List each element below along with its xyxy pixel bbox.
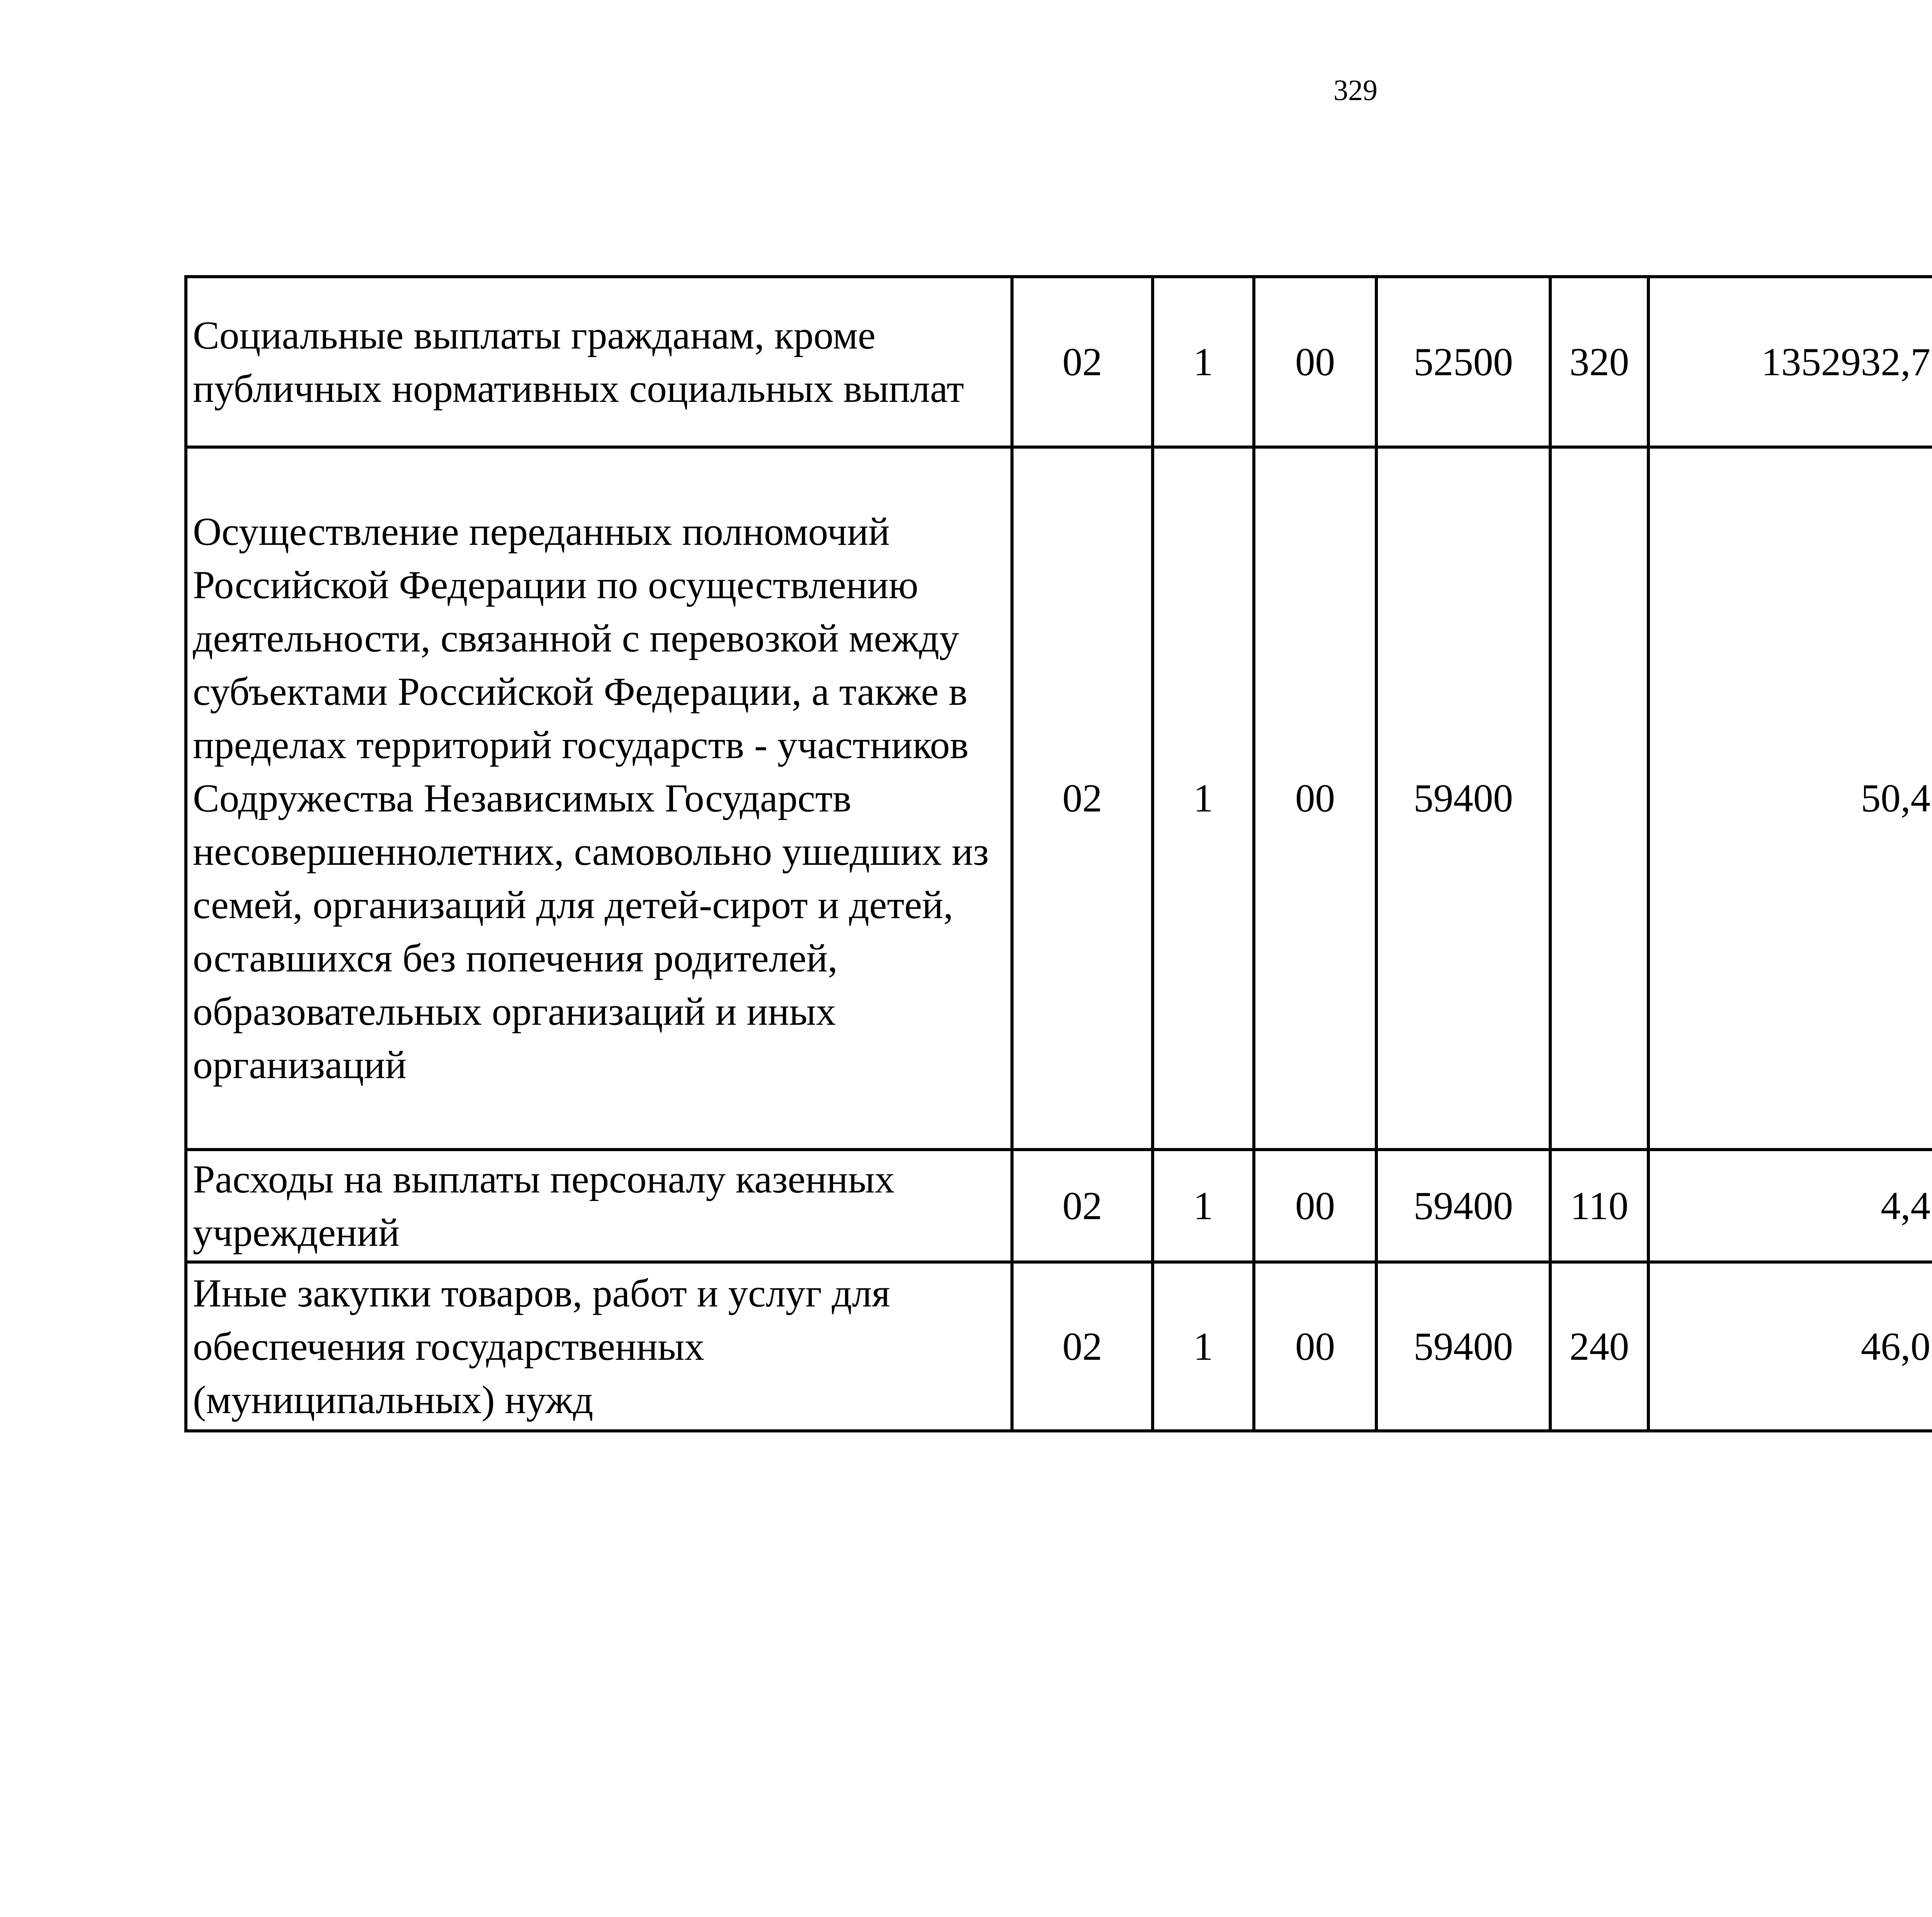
code-part-1-cell: 02 [1012,1262,1153,1431]
amount-1-cell: 1352932,7 [1648,277,1932,447]
table-row [186,277,1932,447]
code-part-3-cell: 00 [1254,447,1376,1150]
budget-table [184,275,1932,1432]
code-part-1-cell: 02 [1012,277,1153,447]
code-part-4-cell: 52500 [1376,277,1550,447]
amount-1-cell: 50,4 [1648,447,1932,1150]
expense-name-cell: Осуществление переданных полномочий Российской Федерации по осуществлению деятельности, связанной с перевозкой между субъектами Российской Федерации, а также в пределах территорий государств - участников Содружества Независимых Государств несовершеннолетних, самовольно ушедших из семей, организаций для детей-сирот и детей, оставшихся без попечения родителей, образовательных организаций и иных организаций [186,447,1012,1150]
code-part-1-cell: 02 [1012,447,1153,1150]
page-number: 329 [1333,74,1378,107]
code-part-2-cell: 1 [1153,447,1254,1150]
code-part-4-cell: 59400 [1376,1262,1550,1431]
code-part-2-cell: 1 [1153,1262,1254,1431]
expense-type-cell: 320 [1550,277,1648,447]
expense-type-cell: 110 [1550,1150,1648,1262]
table-row [186,1150,1932,1262]
code-part-4-cell: 59400 [1376,1150,1550,1262]
code-part-3-cell: 00 [1254,1150,1376,1262]
code-part-2-cell: 1 [1153,277,1254,447]
table-row [186,1262,1932,1431]
expense-type-cell: 240 [1550,1262,1648,1431]
code-part-3-cell: 00 [1254,277,1376,447]
expense-name-cell: Расходы на выплаты персоналу казенных учреждений [186,1150,1012,1262]
code-part-2-cell: 1 [1153,1150,1254,1262]
amount-1-cell: 46,0 [1648,1262,1932,1431]
expense-name-cell: Социальные выплаты гражданам, кроме публичных нормативных социальных выплат [186,277,1012,447]
expense-name-cell: Иные закупки товаров, работ и услуг для обеспечения государственных (муниципальных) нужд [186,1262,1012,1431]
expense-type-cell [1550,447,1648,1150]
code-part-4-cell: 59400 [1376,447,1550,1150]
amount-1-cell: 4,4 [1648,1150,1932,1262]
code-part-1-cell: 02 [1012,1150,1153,1262]
code-part-3-cell: 00 [1254,1262,1376,1431]
table-row [186,447,1932,1150]
